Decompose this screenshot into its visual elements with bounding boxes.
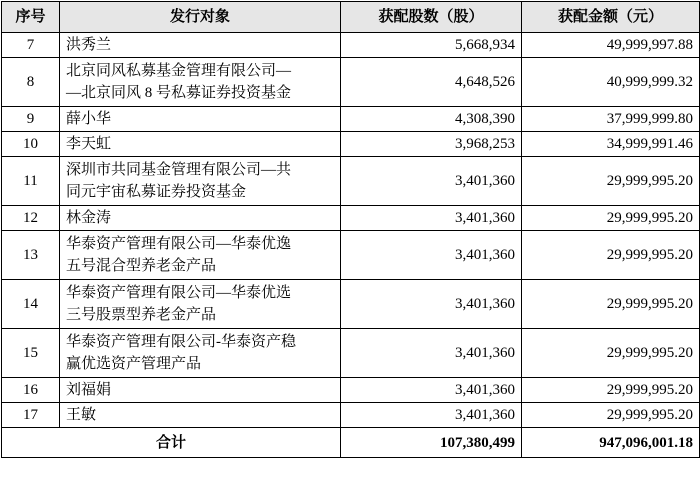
header-index: 序号 [2, 2, 60, 33]
row-subscriber [60, 107, 341, 132]
row-subscriber [60, 206, 341, 231]
row-index: 16 [2, 378, 60, 403]
table-header-row [2, 2, 700, 33]
subscriber-name-line: 华泰资产管理有限公司—华泰优选 [66, 285, 292, 301]
row-amount: 29,999,995.20 [522, 378, 700, 403]
table-row [2, 378, 700, 403]
total-amount: 947,096,001.18 [522, 428, 700, 458]
row-index: 13 [2, 231, 60, 280]
row-subscriber [60, 231, 341, 280]
table-row [2, 33, 700, 58]
row-index: 10 [2, 132, 60, 157]
row-amount: 29,999,995.20 [522, 206, 700, 231]
row-subscriber [60, 280, 341, 329]
row-shares: 3,401,360 [341, 329, 522, 378]
subscriber-name-line: 深圳市共同基金管理有限公司—共 [66, 162, 292, 178]
subscriber-name-line: 华泰资产管理有限公司—华泰优逸 [66, 236, 292, 252]
table-row [2, 329, 700, 378]
row-amount: 29,999,995.20 [522, 329, 700, 378]
row-subscriber [60, 33, 341, 58]
row-index: 15 [2, 329, 60, 378]
subscriber-name-line: 同元宇宙私募证券投资基金 [66, 184, 247, 200]
subscriber-name-line: 北京同风私募基金管理有限公司— [66, 63, 292, 79]
header-shares: 获配股数（股） [341, 2, 522, 33]
row-shares: 3,401,360 [341, 280, 522, 329]
table-row [2, 231, 700, 280]
subscriber-name-line: —北京同风 8 号私募证券投资基金 [66, 85, 292, 101]
header-subscriber: 发行对象 [60, 2, 341, 33]
table-row [2, 132, 700, 157]
row-subscriber [60, 132, 341, 157]
table-row [2, 280, 700, 329]
row-amount: 49,999,997.88 [522, 33, 700, 58]
row-amount: 29,999,995.20 [522, 280, 700, 329]
table-row [2, 107, 700, 132]
row-subscriber [60, 378, 341, 403]
row-index: 9 [2, 107, 60, 132]
row-index: 14 [2, 280, 60, 329]
row-shares: 3,401,360 [341, 378, 522, 403]
row-subscriber [60, 403, 341, 428]
subscriber-name-line: 李天虹 [66, 136, 112, 152]
row-shares: 3,401,360 [341, 206, 522, 231]
subscriber-name-line: 五号混合型养老金产品 [66, 258, 217, 274]
row-subscriber [60, 58, 341, 107]
table-body [2, 33, 700, 428]
header-amount: 获配金额（元） [522, 2, 700, 33]
subscriber-name-line: 赢优选资产管理产品 [66, 356, 202, 372]
subscriber-name-line: 洪秀兰 [66, 37, 112, 53]
row-shares: 3,401,360 [341, 157, 522, 206]
table-total-row [2, 428, 700, 458]
row-index: 12 [2, 206, 60, 231]
row-shares: 4,308,390 [341, 107, 522, 132]
row-shares: 4,648,526 [341, 58, 522, 107]
table-row [2, 206, 700, 231]
subscriber-name-line: 三号股票型养老金产品 [66, 307, 217, 323]
row-amount: 40,999,999.32 [522, 58, 700, 107]
row-shares: 3,401,360 [341, 231, 522, 280]
table-row [2, 58, 700, 107]
row-index: 17 [2, 403, 60, 428]
subscriber-name-line: 薛小华 [66, 111, 112, 127]
subscriber-name-line: 华泰资产管理有限公司-华泰资产稳 [66, 334, 296, 350]
total-label: 合计 [2, 428, 341, 458]
table-row [2, 403, 700, 428]
row-amount: 34,999,991.46 [522, 132, 700, 157]
subscriber-name-line: 王敏 [66, 407, 97, 423]
table-row [2, 157, 700, 206]
total-shares: 107,380,499 [341, 428, 522, 458]
row-amount: 29,999,995.20 [522, 403, 700, 428]
row-index: 8 [2, 58, 60, 107]
allocation-table [1, 1, 700, 458]
row-shares: 5,668,934 [341, 33, 522, 58]
subscriber-name-line: 林金涛 [66, 210, 112, 226]
row-subscriber [60, 329, 341, 378]
row-amount: 29,999,995.20 [522, 231, 700, 280]
row-amount: 29,999,995.20 [522, 157, 700, 206]
row-shares: 3,968,253 [341, 132, 522, 157]
row-subscriber [60, 157, 341, 206]
row-index: 11 [2, 157, 60, 206]
row-shares: 3,401,360 [341, 403, 522, 428]
row-amount: 37,999,999.80 [522, 107, 700, 132]
subscriber-name-line: 刘福娟 [66, 382, 112, 398]
row-index: 7 [2, 33, 60, 58]
